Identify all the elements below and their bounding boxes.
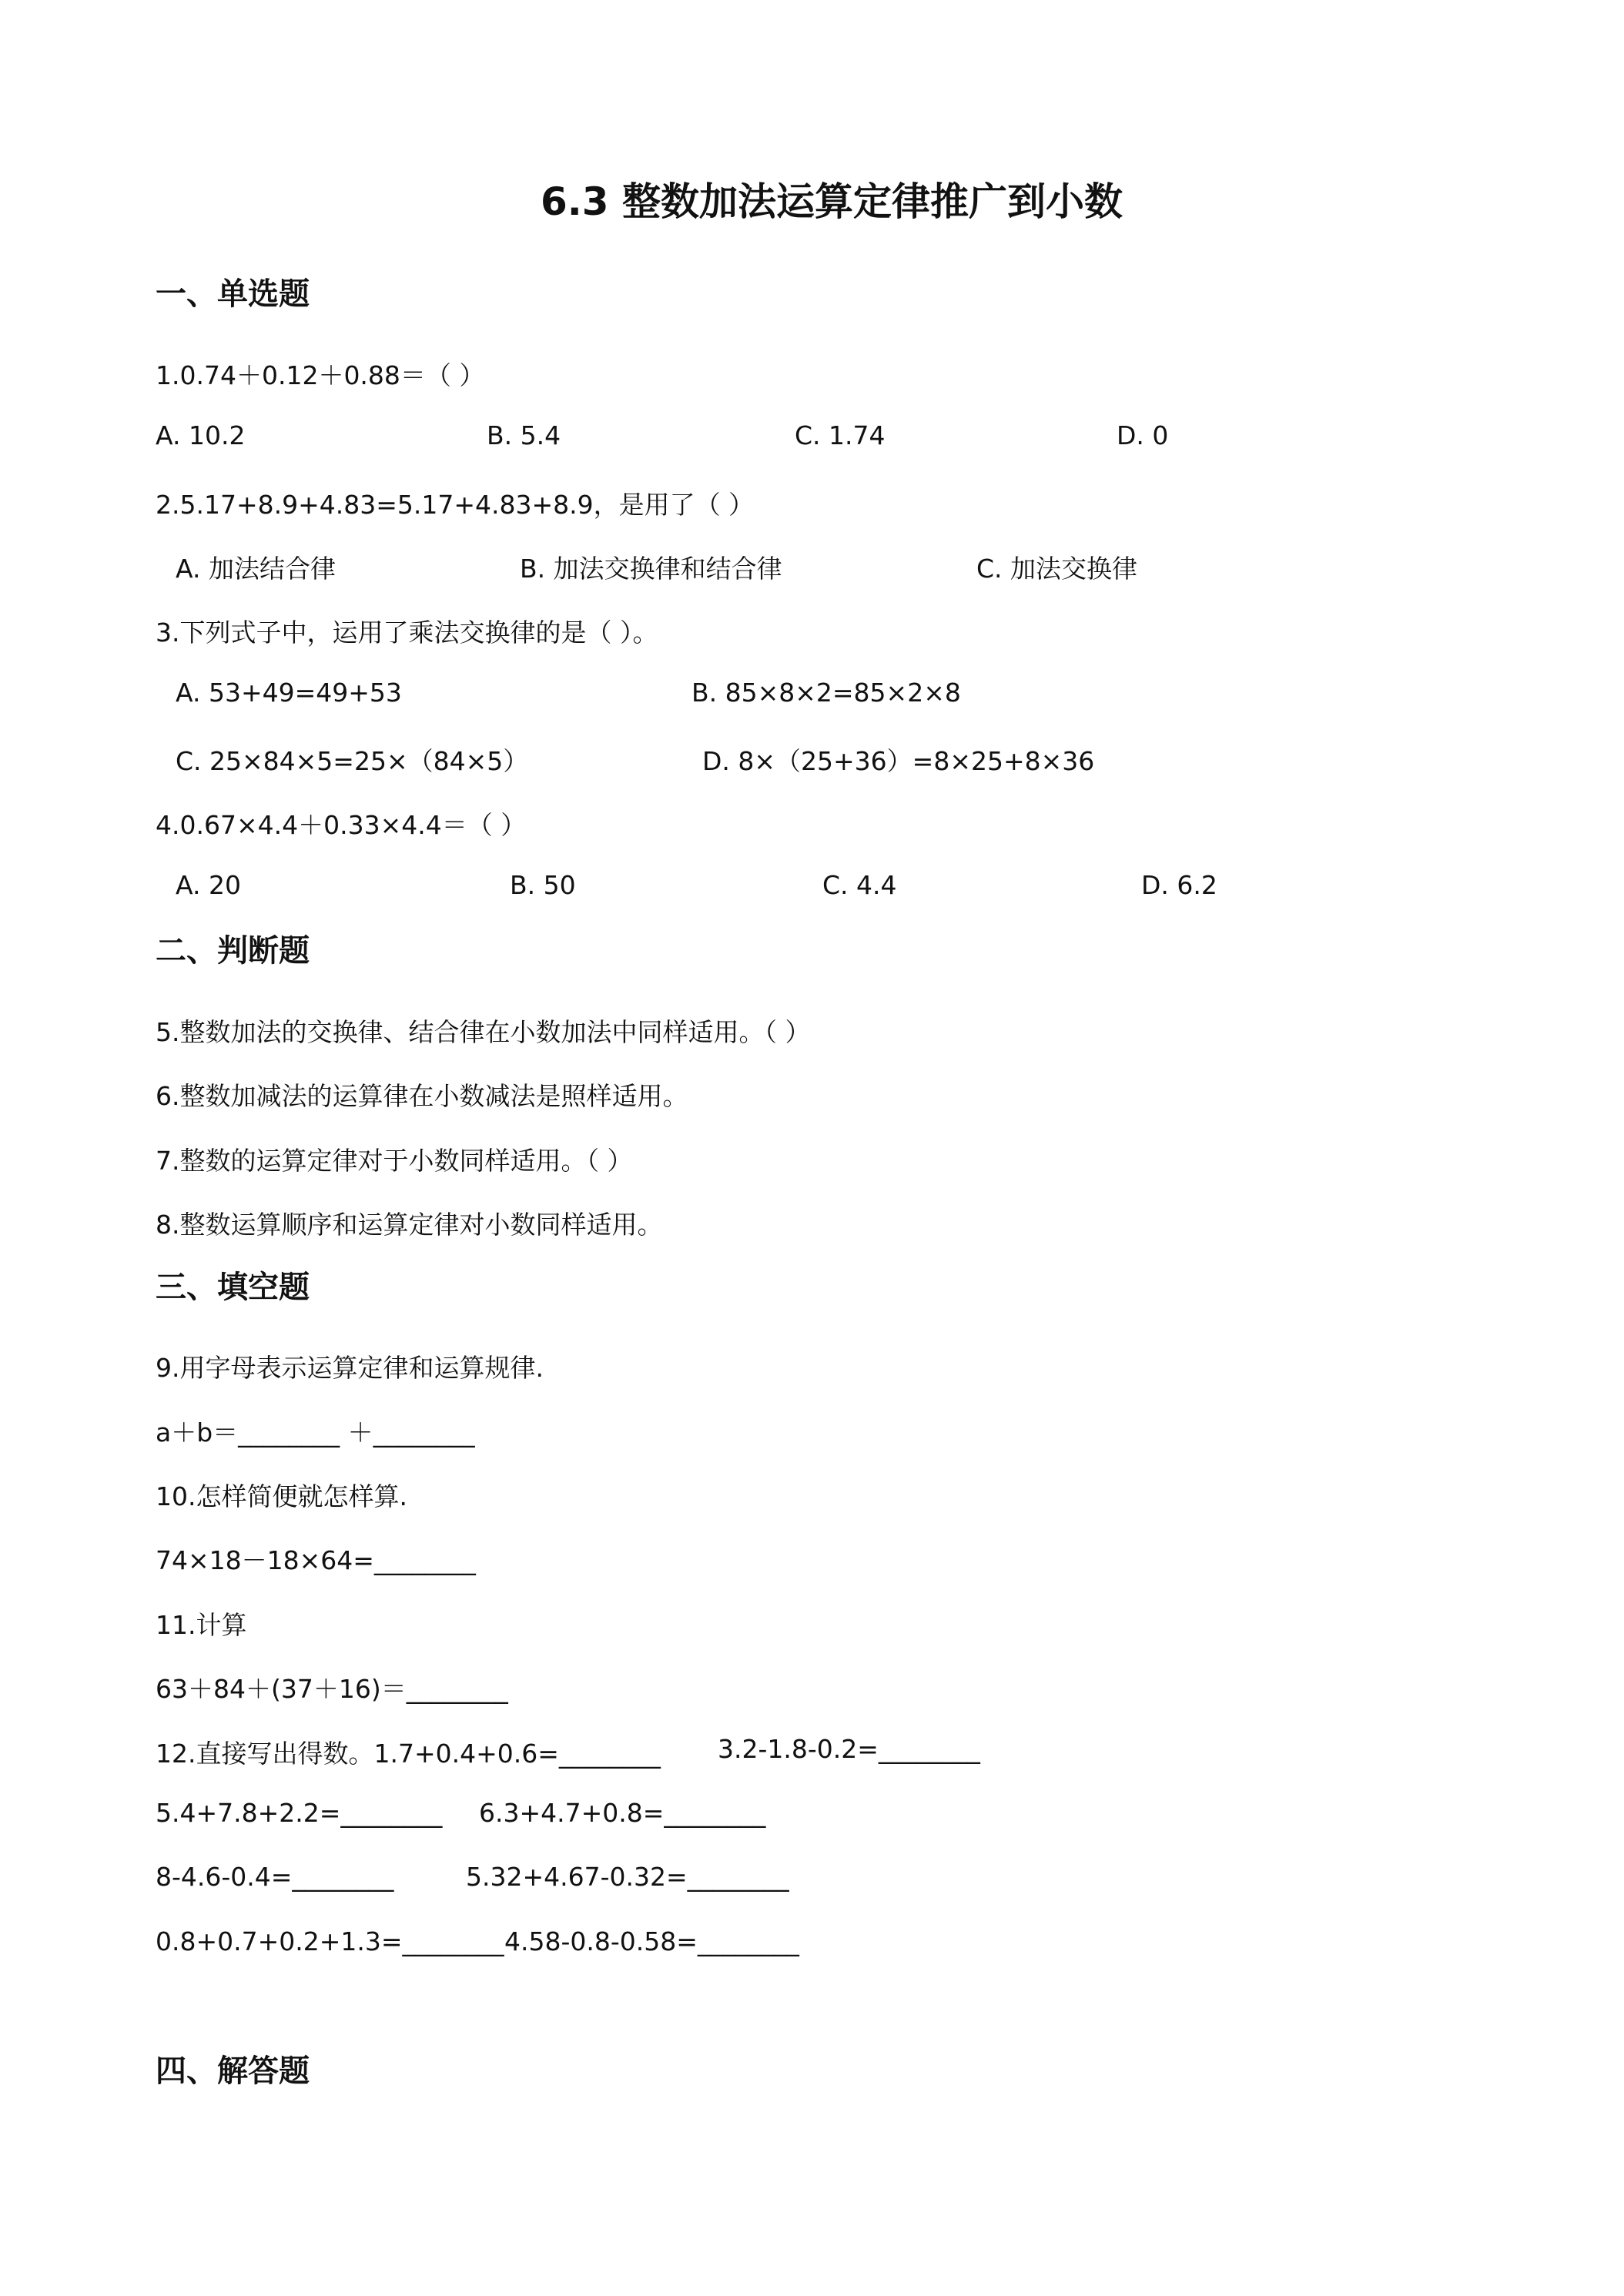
- question-1-option-d: D. 0: [1117, 420, 1169, 450]
- question-3: 3.下列式子中，运用了乘法交换律的是（ ）。: [156, 618, 658, 648]
- section-heading-true-false: 二、判断题: [156, 933, 310, 969]
- section-heading-fill-blank: 三、填空题: [156, 1270, 310, 1305]
- question-6: 6.整数加减法的运算律在小数减法是照样适用。: [156, 1081, 688, 1111]
- question-4-option-d: D. 6.2: [1141, 870, 1217, 900]
- question-12-item: 8-4.6-0.4=________: [156, 1862, 394, 1892]
- question-11-blank-line: 63＋84＋(37＋16)＝________: [156, 1674, 508, 1704]
- section-heading-single-choice: 一、单选题: [156, 276, 310, 312]
- question-1: 1.0.74＋0.12＋0.88＝（ ）: [156, 360, 485, 390]
- question-2-option-b: B. 加法交换律和结合律: [520, 554, 782, 584]
- question-4-option-a: A. 20: [176, 870, 241, 900]
- question-11: 11.计算: [156, 1610, 247, 1640]
- question-12-item: 5.4+7.8+2.2=________: [156, 1798, 443, 1828]
- question-8: 8.整数运算顺序和运算定律对小数同样适用。: [156, 1210, 663, 1240]
- question-4-option-b: B. 50: [510, 870, 576, 900]
- question-3-option-b: B. 85×8×2=85×2×8: [691, 678, 961, 708]
- question-4-option-c: C. 4.4: [822, 870, 897, 900]
- question-3-option-c: C. 25×84×5=25×（84×5）: [176, 746, 529, 776]
- question-10: 10.怎样简便就怎样算.: [156, 1481, 407, 1511]
- page-title: 6.3 整数加法运算定律推广到小数: [541, 179, 1123, 224]
- question-1-option-b: B. 5.4: [487, 420, 561, 450]
- question-9: 9.用字母表示运算定律和运算规律.: [156, 1353, 544, 1383]
- question-12-item: 4.58-0.8-0.58=________: [504, 1926, 799, 1956]
- question-9-blank-line: a＋b＝________ ＋________: [156, 1417, 475, 1448]
- question-10-blank-line: 74×18－18×64=________: [156, 1545, 476, 1575]
- question-2-option-a: A. 加法结合律: [176, 554, 336, 584]
- question-1-option-c: C. 1.74: [795, 420, 886, 450]
- question-2-option-c: C. 加法交换律: [976, 554, 1138, 584]
- question-5: 5.整数加法的交换律、结合律在小数加法中同样适用。（ ）: [156, 1017, 811, 1047]
- question-12-item: 0.8+0.7+0.2+1.3=________: [156, 1926, 504, 1956]
- question-4: 4.0.67×4.4＋0.33×4.4＝（ ）: [156, 810, 527, 840]
- question-12-item: 5.32+4.67-0.32=________: [466, 1862, 789, 1892]
- question-12-item: 6.3+4.7+0.8=________: [479, 1798, 766, 1828]
- question-12-item: 3.2-1.8-0.2=________: [718, 1734, 980, 1764]
- question-1-option-a: A. 10.2: [156, 420, 246, 450]
- section-heading-solve: 四、解答题: [156, 2053, 310, 2089]
- question-3-option-d: D. 8×（25+36）=8×25+8×36: [702, 746, 1095, 776]
- question-2: 2.5.17+8.9+4.83=5.17+4.83+8.9，是用了（ ）: [156, 490, 755, 520]
- question-12: 12.直接写出得数。1.7+0.4+0.6=________: [156, 1739, 661, 1769]
- question-3-option-a: A. 53+49=49+53: [176, 678, 402, 708]
- question-7: 7.整数的运算定律对于小数同样适用。（ ）: [156, 1146, 633, 1176]
